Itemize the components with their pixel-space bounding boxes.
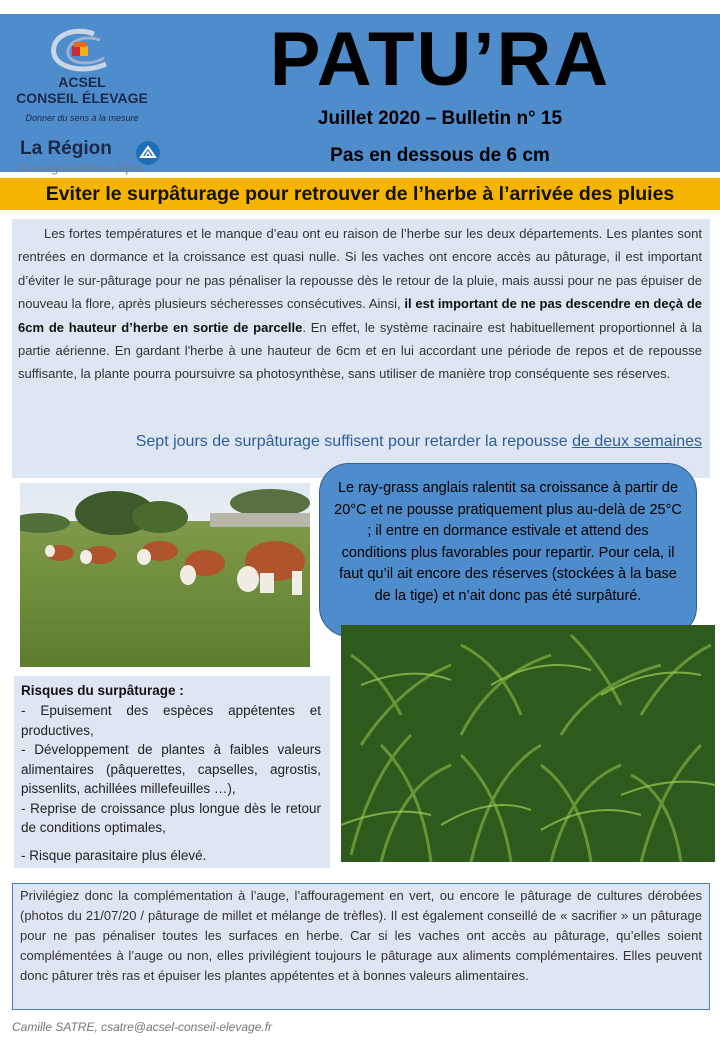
risks-title: Risques du surpâturage :: [21, 683, 184, 698]
bulletin-title: PATU’RA: [269, 17, 611, 102]
intro-paragraph: [18, 222, 702, 386]
region-subtitle: Auvergne-Rhône-Alpes: [20, 161, 145, 175]
acsel-name-line1: ACSEL: [58, 74, 106, 90]
intro-text-part2: . En effet, le système racinaire est habituellement proportionnel à la partie aérienne. En gardant l'herbe à une hauteur de 6cm et en lui accordant une période de repos et de repousse suffisante, la plante pourra poursuivre sa photosynthèse, sans utiliser de manière trop conséquente ses réserves.: [18, 319, 703, 382]
key-message: [20, 433, 702, 451]
acsel-name-line2: CONSEIL ÉLEVAGE: [16, 90, 148, 106]
cows-grazing-photo: [20, 483, 310, 667]
acsel-slogan: Donner du sens à la mesure: [25, 113, 139, 123]
risk-item: - Risque parasitaire plus élevé.: [21, 847, 207, 863]
risk-item: - Epuisement des espèces appétentes et productives,: [21, 703, 321, 738]
header-band: [0, 14, 720, 175]
acsel-logo: [2, 14, 162, 175]
risk-item: - Développement de plantes à faibles valeurs alimentaires (pâquerettes, capselles, agrostis, pissenlits, achillées millefeuilles …),: [21, 742, 321, 796]
bulletin-subtitle: Pas en dessous de 6 cm: [330, 145, 550, 166]
info-bubble-text: Le ray-grass anglais ralentit sa croissance à partir de 20°C et ne pousse pratiquement plus au-delà de 25°C ; il entre en dormance estivale et attend des conditions plus favorables pour repartir. Pour cela, il faut qu’il ait encore des réserves (stockées à la base de la tige) et n’ait donc pas été surpâturé.: [334, 480, 682, 604]
headline-text: Eviter le surpâturage pour retrouver de l’herbe à l’arrivée des pluies: [45, 183, 675, 205]
author-footer: Camille SATRE, csatre@acsel-conseil-elevage.fr: [12, 1020, 273, 1034]
conclusion-text: Privilégiez donc la complémentation à l’auge, l’affouragement en vert, ou encore le pâturage de cultures dérobées (photos du 21/07/20 / pâturage de millet et mélange de trèfles). Il est également conseillé de « sacrifier » un pâturage pour ne pas pénaliser toutes les surfaces en herbe. Car si les vaches ont accès au pâturage, qu’elles soient complémentées à l’auge ou non, elles privilégient toujours le pâturage aux aliments complémentaires. Elles peuvent donc pâturer très ras et épuiser les plantes appétentes et à bonnes valeurs alimentaires.: [20, 888, 702, 983]
millet-grass-photo: [341, 625, 715, 862]
bulletin-date: Juillet 2020 – Bulletin n° 15: [317, 108, 563, 129]
key-message-underlined: de deux semaines: [572, 433, 702, 450]
acsel-logo-mark: [44, 28, 120, 74]
risk-item: - Reprise de croissance plus longue dès le retour de conditions optimales,: [21, 800, 321, 835]
intro-text-bold: il est important de ne pas descendre en deçà de 6cm de hauteur d’herbe en sortie de parcelle: [18, 296, 702, 335]
region-name: La Région: [20, 138, 112, 159]
intro-text-part1: Les fortes températures et le manque d’eau ont eu raison de l’herbe sur les deux départements. Les plantes sont rentrées en dormance et la croissance est quasi nulle. Si les vaches ont encore accès au pâturage, il est important d’éviter le sur-pâturage pour ne pas pénaliser la repousse dès le retour de la pluie, mais aussi pour ne pas épuiser de nouveau la flore, après plusieurs sécheresses consécutives. Ainsi,: [18, 226, 702, 312]
key-message-main: Sept jours de surpâturage suffisent pour retarder la repousse: [135, 433, 573, 450]
risks-list: [21, 701, 321, 865]
